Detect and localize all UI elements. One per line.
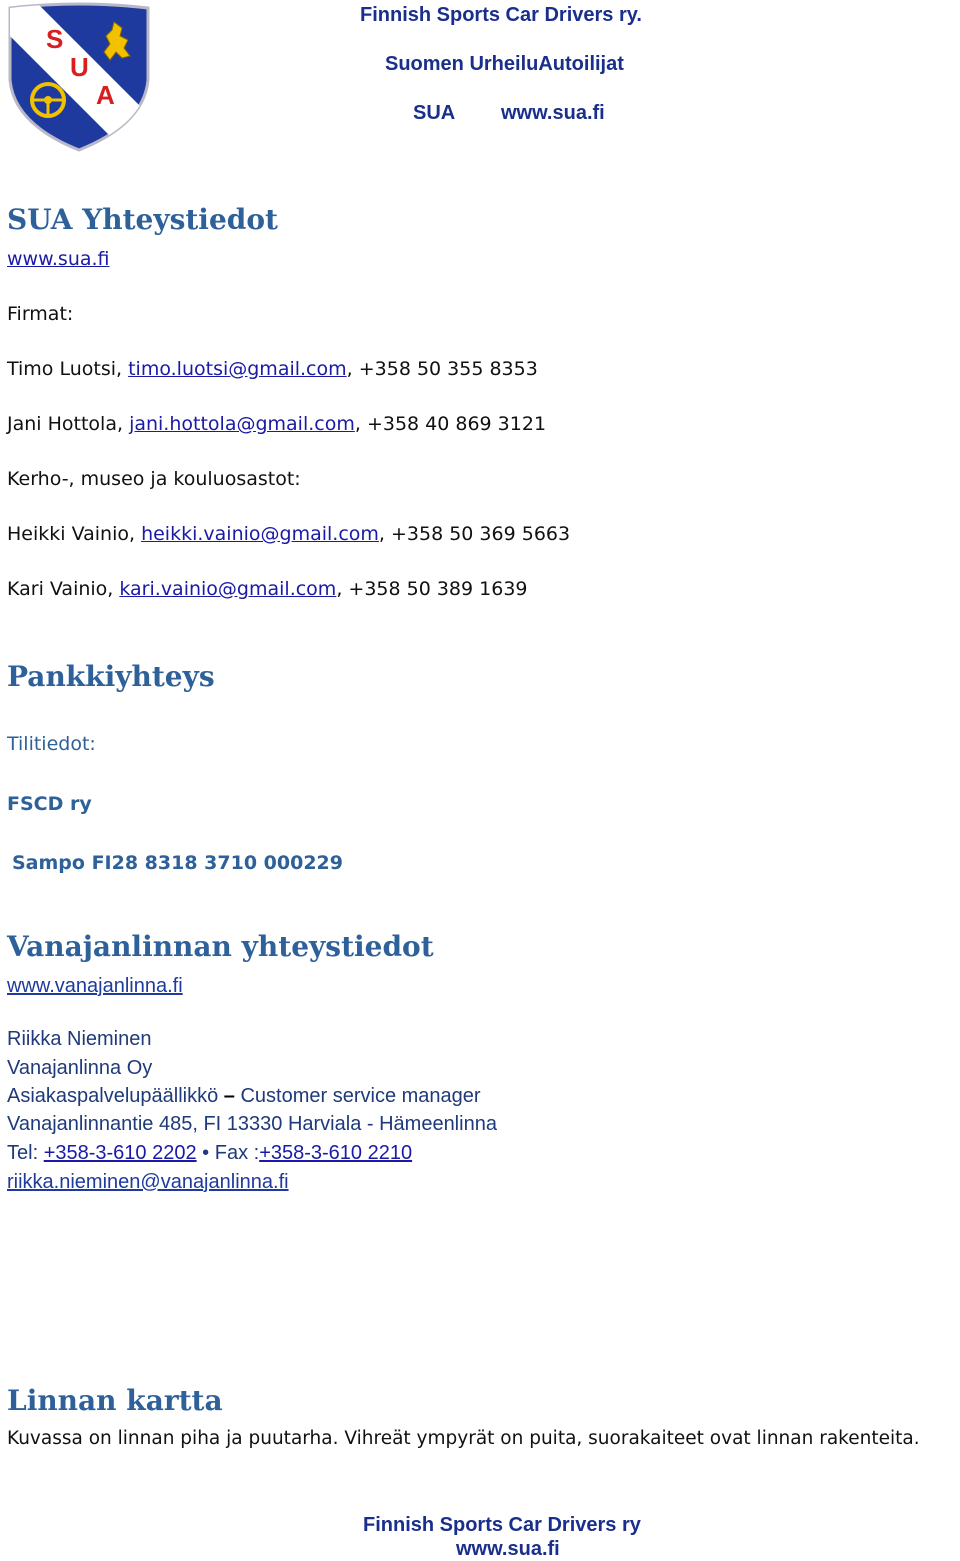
footer-org-name: Finnish Sports Car Drivers ry	[363, 1514, 641, 1536]
header-abbr: SUA	[413, 102, 456, 124]
logo-letter-a: A	[96, 80, 115, 110]
venue-role-separator: –	[223, 1085, 235, 1107]
bank-account-number: Sampo FI28 8318 3710 000229	[12, 852, 343, 874]
venue-title: Vanajanlinnan yhteystiedot	[7, 930, 434, 963]
footer-url: www.sua.fi	[456, 1538, 560, 1560]
venue-email-link[interactable]: riikka.nieminen@vanajanlinna.fi	[7, 1171, 289, 1193]
contact-email-link[interactable]: kari.vainio@gmail.com	[119, 578, 337, 600]
contact-name: Timo Luotsi,	[7, 358, 123, 380]
map-title: Linnan kartta	[7, 1384, 223, 1417]
contact-email-link[interactable]: timo.luotsi@gmail.com	[128, 358, 347, 380]
contact-phone: , +358 50 389 1639	[336, 578, 528, 600]
contact-row	[7, 523, 570, 545]
contact-phone: , +358 50 355 8353	[346, 358, 538, 380]
venue-role	[7, 1085, 481, 1108]
sua-shield-icon	[6, 2, 152, 154]
tel-label: Tel:	[7, 1142, 39, 1164]
contact-row	[7, 413, 546, 435]
tel-link[interactable]: +358-3-610 2202	[43, 1142, 197, 1164]
header-org-name: Finnish Sports Car Drivers ry.	[360, 4, 642, 26]
contact-name: Jani Hottola,	[7, 413, 124, 435]
contact-name: Heikki Vainio,	[7, 523, 136, 545]
contact-email-link[interactable]: jani.hottola@gmail.com	[129, 413, 355, 435]
contact-name: Kari Vainio,	[7, 578, 114, 600]
sua-logo	[6, 2, 152, 154]
contacts-title: SUA Yhteystiedot	[7, 203, 278, 236]
venue-contact-person: Riikka Nieminen	[7, 1028, 152, 1050]
bank-title: Pankkiyhteys	[7, 660, 215, 693]
firms-label: Firmat:	[7, 303, 74, 325]
contacts-url-link[interactable]: www.sua.fi	[7, 248, 110, 270]
sections-label: Kerho-, museo ja kouluosastot:	[7, 468, 301, 490]
bank-account-name: FSCD ry	[7, 793, 92, 815]
venue-role-fi: Asiakaspalvelupäällikkö	[7, 1085, 219, 1107]
venue-role-en: Customer service manager	[240, 1085, 481, 1107]
header-url: www.sua.fi	[501, 102, 605, 124]
venue-url-link[interactable]: www.vanajanlinna.fi	[7, 975, 183, 997]
map-caption: Kuvassa on linnan piha ja puutarha. Vihreät ympyrät on puita, suorakaiteet ovat linnan rakenteita.	[7, 1428, 920, 1449]
contact-row	[7, 578, 528, 600]
contact-phone: , +358 40 869 3121	[354, 413, 547, 435]
venue-company: Vanajanlinna Oy	[7, 1057, 153, 1079]
venue-address: Vanajanlinnantie 485, FI 13330 Harviala - Hämeenlinna	[7, 1113, 497, 1135]
bank-label: Tilitiedot:	[7, 733, 96, 755]
contact-phone: , +358 50 369 5663	[378, 523, 571, 545]
header-org-name-fi: Suomen UrheiluAutoilijat	[385, 53, 624, 75]
venue-phone-row	[7, 1142, 412, 1165]
fax-label: • Fax :	[202, 1142, 260, 1164]
logo-letter-s: S	[46, 24, 64, 54]
contact-row	[7, 358, 538, 380]
logo-letter-u: U	[70, 52, 89, 82]
contact-email-link[interactable]: heikki.vainio@gmail.com	[141, 523, 379, 545]
fax-link[interactable]: +358-3-610 2210	[259, 1142, 413, 1164]
